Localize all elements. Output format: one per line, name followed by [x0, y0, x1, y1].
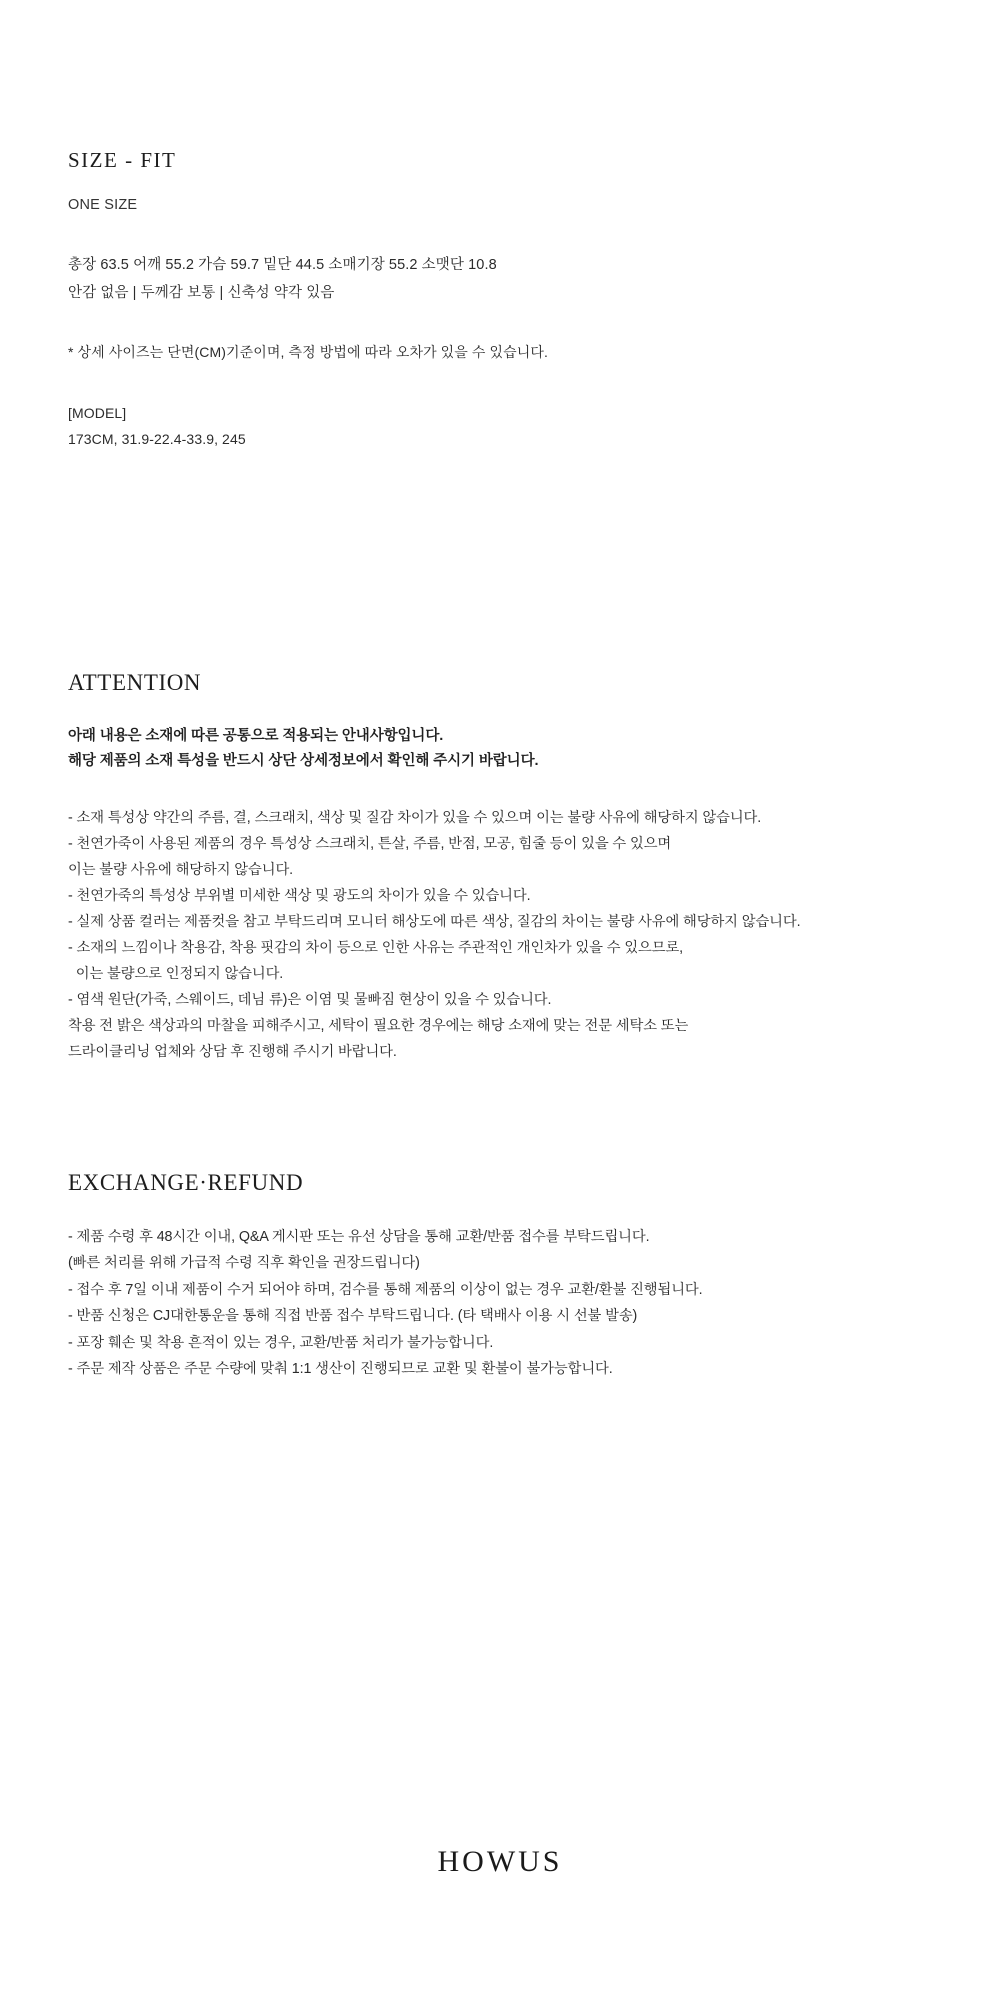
- exchange-line: - 반품 신청은 CJ대한통운을 통해 직접 반품 접수 부탁드립니다. (타 택배사 이용 시 선불 발송): [68, 1308, 638, 1325]
- attention-line: 이는 불량으로 인정되지 않습니다.: [68, 965, 284, 982]
- attention-line: - 천연가죽의 특성상 부위별 미세한 색상 및 광도의 차이가 있을 수 있습니다.: [68, 887, 531, 904]
- fabric-info: 안감 없음 | 두께감 보통 | 신축성 약각 있음: [68, 285, 335, 302]
- exchange-refund-section: [68, 1170, 958, 1383]
- exchange-line: - 주문 제작 상품은 주문 수량에 맞춰 1:1 생산이 진행되므로 교환 및 환불이 불가능합니다.: [68, 1361, 613, 1378]
- model-spec: 173CM, 31.9-22.4-33.9, 245: [68, 431, 246, 448]
- model-info: [68, 400, 948, 453]
- one-size-label: ONE SIZE: [68, 197, 138, 214]
- exchange-refund-list: [68, 1224, 958, 1383]
- exchange-refund-title: EXCHANGE·REFUND: [68, 1170, 304, 1195]
- size-note: * 상세 사이즈는 단면(CM)기준이며, 측정 방법에 따라 오차가 있을 수 있습니다.: [68, 343, 549, 360]
- attention-lead-line-1: 아래 내용은 소재에 따른 공통으로 적용되는 안내사항입니다.: [68, 728, 444, 744]
- attention-line: - 소재의 느낌이나 착용감, 착용 핏감의 차이 등으로 인한 사유는 주관적인 개인차가 있을 수 있으므로,: [68, 939, 684, 956]
- attention-line: 드라이클리닝 업체와 상담 후 진행해 주시기 바랍니다.: [68, 1043, 397, 1060]
- attention-line: - 실제 상품 컬러는 제품컷을 참고 부탁드리며 모니터 해상도에 따른 색상, 질감의 차이는 불량 사유에 해당하지 않습니다.: [68, 913, 801, 930]
- attention-lead-line-2: 해당 제품의 소재 특성을 반드시 상단 상세정보에서 확인해 주시기 바랍니다.: [68, 753, 539, 770]
- attention-line: - 소재 특성상 약간의 주름, 결, 스크래치, 색상 및 질감 차이가 있을 수 있으며 이는 불량 사유에 해당하지 않습니다.: [68, 809, 762, 826]
- brand-logo: HOWUS: [437, 1845, 563, 1878]
- exchange-line: (빠른 처리를 위해 가급적 수령 직후 확인을 권장드립니다): [68, 1255, 420, 1272]
- size-fit-title: SIZE - FIT: [68, 148, 177, 172]
- size-measurements: [68, 251, 948, 308]
- attention-line: - 천연가죽이 사용된 제품의 경우 특성상 스크래치, 튼살, 주름, 반점, 모공, 힘줄 등이 있을 수 있으며: [68, 835, 672, 852]
- attention-section: [68, 670, 958, 1065]
- exchange-line: - 접수 후 7일 이내 제품이 수거 되어야 하며, 검수를 통해 제품의 이상이 없는 경우 교환/환불 진행됩니다.: [68, 1281, 703, 1298]
- attention-line: 착용 전 밝은 색상과의 마찰을 피해주시고, 세탁이 필요한 경우에는 해당 소재에 맞는 전문 세탁소 또는: [68, 1017, 689, 1034]
- attention-lead: [68, 724, 958, 775]
- model-label: [MODEL]: [68, 404, 127, 421]
- exchange-line: - 제품 수령 후 48시간 이내, Q&A 게시판 또는 유선 상담을 통해 교환/반품 접수를 부탁드립니다.: [68, 1229, 650, 1245]
- measurement-values: 총장 63.5 어깨 55.2 가슴 59.7 밑단 44.5 소매기장 55.2 소맷단 10.8: [68, 257, 497, 274]
- attention-title: ATTENTION: [68, 670, 202, 695]
- attention-line: 이는 불량 사유에 해당하지 않습니다.: [68, 861, 294, 878]
- exchange-line: - 포장 훼손 및 착용 흔적이 있는 경우, 교환/반품 처리가 불가능합니다.: [68, 1334, 494, 1351]
- attention-list: [68, 805, 958, 1065]
- size-fit-section: [68, 148, 948, 453]
- attention-line: - 염색 원단(가죽, 스웨이드, 데님 류)은 이염 및 물빠짐 현상이 있을 수 있습니다.: [68, 991, 552, 1008]
